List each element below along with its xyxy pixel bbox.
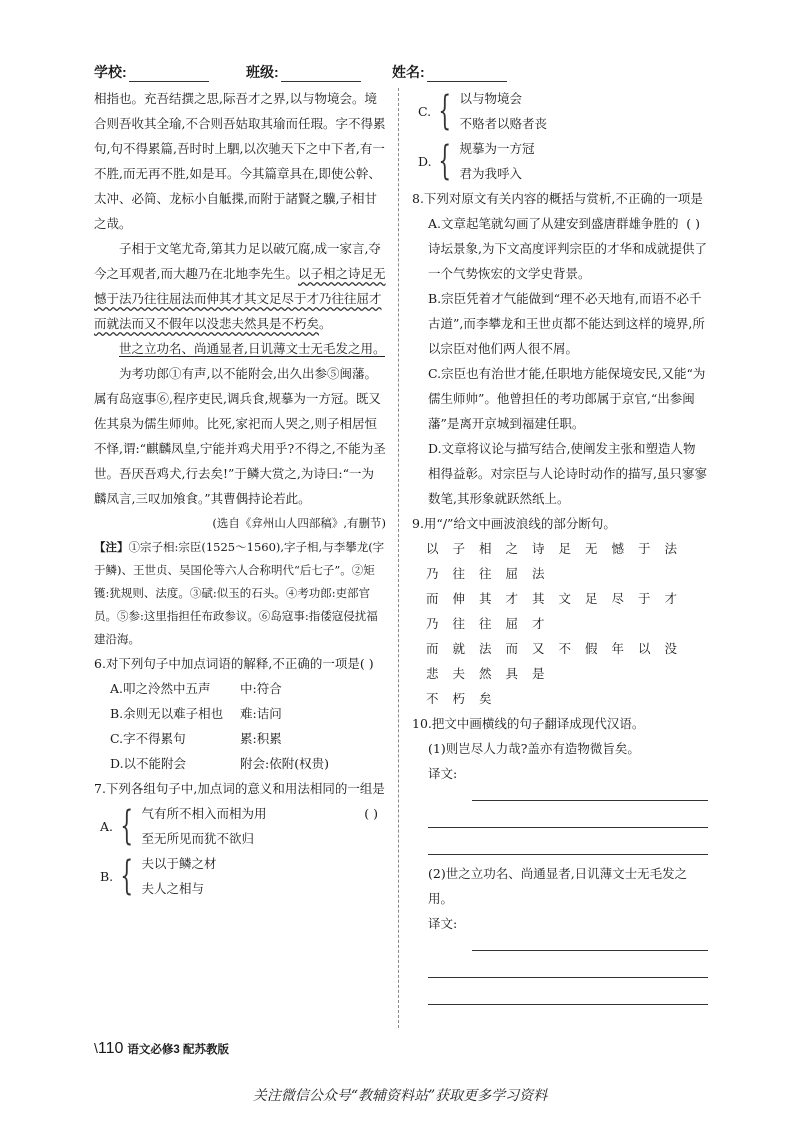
source-citation: (选自《弇州山人四部稿》,有删节) bbox=[212, 516, 386, 530]
name-label: 姓名: bbox=[392, 64, 425, 80]
q8-option-b[interactable]: B.宗臣凭着才气能做到“理不必天地有,而语不必千古道”,而李攀龙和王世贞都不能达到这样的境界,所以宗臣对他们两人很不屑。 bbox=[428, 291, 705, 356]
page-number: 110 bbox=[97, 1040, 124, 1057]
q9-line-2: 而伸其才其文足尽于才乃往往屈才 bbox=[426, 591, 692, 631]
q7-c-line-2: 不赂者以赂者丧 bbox=[459, 116, 547, 131]
answer-line[interactable] bbox=[472, 924, 708, 951]
answer-line[interactable] bbox=[472, 774, 708, 801]
q7-b-line-2: 夫人之相与 bbox=[141, 881, 204, 896]
header-school bbox=[94, 62, 209, 82]
question-8 bbox=[412, 186, 708, 231]
brace-icon: { bbox=[120, 853, 134, 899]
q6-c-text: C.字不得累句 bbox=[110, 731, 186, 746]
q7-b-lines bbox=[141, 851, 216, 901]
book-title: 语文必修3 配苏教版 bbox=[127, 1044, 229, 1056]
passage-paragraph-3 bbox=[94, 336, 386, 361]
q6-option-d[interactable] bbox=[94, 751, 386, 776]
translation-label-2: 译文: bbox=[428, 916, 458, 931]
question-10: 10.把文中画横线的句子翻译成现代汉语。 bbox=[412, 716, 645, 731]
q7-c-line-1: 以与物境会 bbox=[459, 91, 522, 106]
passage-paragraph-1: 相指也。充吾结撰之思,际吾才之界,以与物境会。境合则吾收其全瑜,不合则吾姑取其瑜而任瑕。字不得累句,句不得累篇,吾时时上駟,以次驰天下之中下者,有一不胜,而无再不胜,如是耳。今其篇章具在,即使公幹、太冲、必简、龙标小自觝揲,而附于諸賢之驥,子相甘之哉。 bbox=[94, 91, 386, 231]
column-divider bbox=[398, 88, 399, 1028]
q7-c-label: C. bbox=[418, 103, 432, 119]
q7-c-lines bbox=[459, 86, 547, 136]
name-field[interactable] bbox=[427, 67, 507, 82]
answer-line[interactable] bbox=[428, 801, 708, 828]
class-field[interactable] bbox=[281, 67, 361, 82]
left-column bbox=[94, 86, 386, 901]
q8-option-a[interactable]: A.文章起笔就勾画了从建安到盛唐群雄争胜的诗坛景象,为下文高度评判宗臣的才华和成就提供了一个气势恢宏的文学史背景。 bbox=[428, 216, 707, 281]
q6-a-text: A.叩之泠然中五声 bbox=[110, 681, 211, 696]
q7-a-line-1: 气有所不相入而相为用 bbox=[141, 806, 267, 821]
promo-banner: 关注微信公众号“教辅资料站”获取更多学习资料 bbox=[252, 1088, 548, 1104]
q7-b-label: B. bbox=[100, 868, 114, 884]
passage-paragraph-2 bbox=[94, 236, 386, 336]
answer-line[interactable] bbox=[428, 978, 708, 1005]
q6-d-gloss: 附会:依附(权贵) bbox=[240, 756, 329, 771]
question-6: 6.对下列句子中加点词语的解释,不正确的一项是( ) bbox=[94, 656, 374, 671]
q9-line-1: 以子相之诗足无憾于法乃往往屈法 bbox=[426, 541, 692, 581]
class-label: 班级: bbox=[246, 64, 279, 80]
answer-line[interactable] bbox=[428, 951, 708, 978]
right-column bbox=[412, 86, 708, 1005]
note-text: ①宗子相:宗臣(1525～1560),字子相,与李攀龙(字于鳞)、王世贞、吴国伦等六人合称明代“后七子”。②矩镬:犹规则、法度。③碔:似玉的石头。④考功郎:吏部官员。⑤参:这里指担任布政参议。⑥岛寇事:指倭寇侵扰福建沿海。 bbox=[94, 540, 385, 646]
question-9: 9.用“/”给文中画波浪线的部分断句。 bbox=[412, 516, 616, 531]
q8-answer-paren: ( ) bbox=[686, 216, 700, 231]
q8-text: 8.下列对原文有关内容的概括与赏析,不正确的一项是 bbox=[412, 191, 703, 206]
q9-line-3: 而就法而又不假年以没悲夫然具是 bbox=[426, 641, 692, 681]
q7-a-line-2: 至无所见而犹不欲归 bbox=[141, 831, 254, 846]
q7-answer-paren: ( ) bbox=[364, 806, 378, 821]
q8-option-c[interactable]: C.宗臣也有治世才能,任职地方能保境安民,又能“为儒生师帅”。他曾担任的考功郎属于京官,“出参闽藩”是离开京城到福建任职。 bbox=[428, 366, 706, 431]
q7-d-label: D. bbox=[418, 153, 432, 169]
q6-option-a[interactable] bbox=[94, 676, 386, 701]
notes bbox=[94, 536, 386, 651]
q7-option-b[interactable] bbox=[94, 851, 386, 901]
paragraph-2-end: 。 bbox=[319, 316, 332, 331]
q10-part-1: (1)则岂尽人力哉?盖亦有造物微旨矣。 bbox=[428, 741, 640, 756]
q6-c-gloss: 累:积累 bbox=[240, 731, 282, 746]
q8-option-d[interactable]: D.文章将议论与描写结合,使阐发主张和塑造人物相得益彰。对宗臣与人论诗时动作的描写,虽只寥寥数笔,其形象就跃然纸上。 bbox=[428, 441, 707, 506]
q6-a-gloss: 中:符合 bbox=[240, 681, 282, 696]
q7-option-c[interactable] bbox=[412, 86, 708, 136]
q9-line-4: 不朽矣 bbox=[426, 691, 506, 706]
q7-a-label: A. bbox=[100, 818, 114, 834]
q7-option-a[interactable] bbox=[94, 801, 364, 851]
header-class bbox=[246, 62, 361, 82]
underlined-sentence: 世之立功名、尚通显者,日讥薄文士无毛发之用。 bbox=[119, 341, 386, 356]
page-footer bbox=[94, 1040, 229, 1058]
translation-label-1: 译文: bbox=[428, 766, 458, 781]
school-label: 学校: bbox=[94, 64, 127, 80]
q7-text: 7.下列各组句子中,加点词的意义和用法相同的一组是 bbox=[94, 781, 385, 796]
paragraph-2-text: 子相于文笔尤奇,第其力足以破冗腐,成一家言,夺今之耳观者,而大趣乃在北地李先生。 bbox=[94, 241, 381, 281]
school-field[interactable] bbox=[129, 67, 209, 82]
brace-icon: { bbox=[438, 88, 452, 134]
q7-option-d[interactable] bbox=[412, 136, 708, 186]
q7-d-line-2: 君为我呼入 bbox=[459, 166, 522, 181]
q7-b-line-1: 夫以于鳞之材 bbox=[141, 856, 217, 871]
slash-mark: \ bbox=[94, 1040, 98, 1056]
wavy-underlined-sentence: 以子相之诗足无憾于法乃往往屈法而伸其才其文足尽于才乃往往屈才而就法而又不假年以没悲夫然具是不朽矣 bbox=[94, 266, 386, 331]
q6-option-b[interactable] bbox=[94, 701, 386, 726]
brace-icon: { bbox=[120, 803, 134, 849]
note-label: 【注】 bbox=[94, 540, 129, 554]
header-name bbox=[392, 62, 507, 82]
brace-icon: { bbox=[438, 138, 452, 184]
passage-paragraph-4: 为考功郎①有声,以不能附会,出久出参⑤闽藩。属有岛寇事⑥,程序吏民,调兵食,规摹为一方冠。既又佐其泉为儒生师帅。比死,家祀而人哭之,则子相居恒不怿,谓:“麒麟凤皇,宁能并鸡犬用乎?不得之,不能为圣世。吾厌吾鸡犬,行去矣!”于鳞大赏之,为诗曰:“一为麟凤言,三叹加飧食。”其曹偶持论若此。 bbox=[94, 366, 386, 506]
q6-b-gloss: 难:诘问 bbox=[240, 706, 282, 721]
q6-d-text: D.以不能附会 bbox=[110, 756, 187, 771]
answer-line[interactable] bbox=[428, 828, 708, 855]
q7-d-lines bbox=[459, 136, 534, 186]
q7-a-lines bbox=[141, 801, 266, 851]
q10-part-2: (2)世之立功名、尚通显者,日讥薄文士无毛发之用。 bbox=[428, 866, 688, 906]
q7-d-line-1: 规摹为一方冠 bbox=[459, 141, 535, 156]
q6-b-text: B.余则无以难子相也 bbox=[110, 706, 224, 721]
q6-option-c[interactable] bbox=[94, 726, 386, 751]
